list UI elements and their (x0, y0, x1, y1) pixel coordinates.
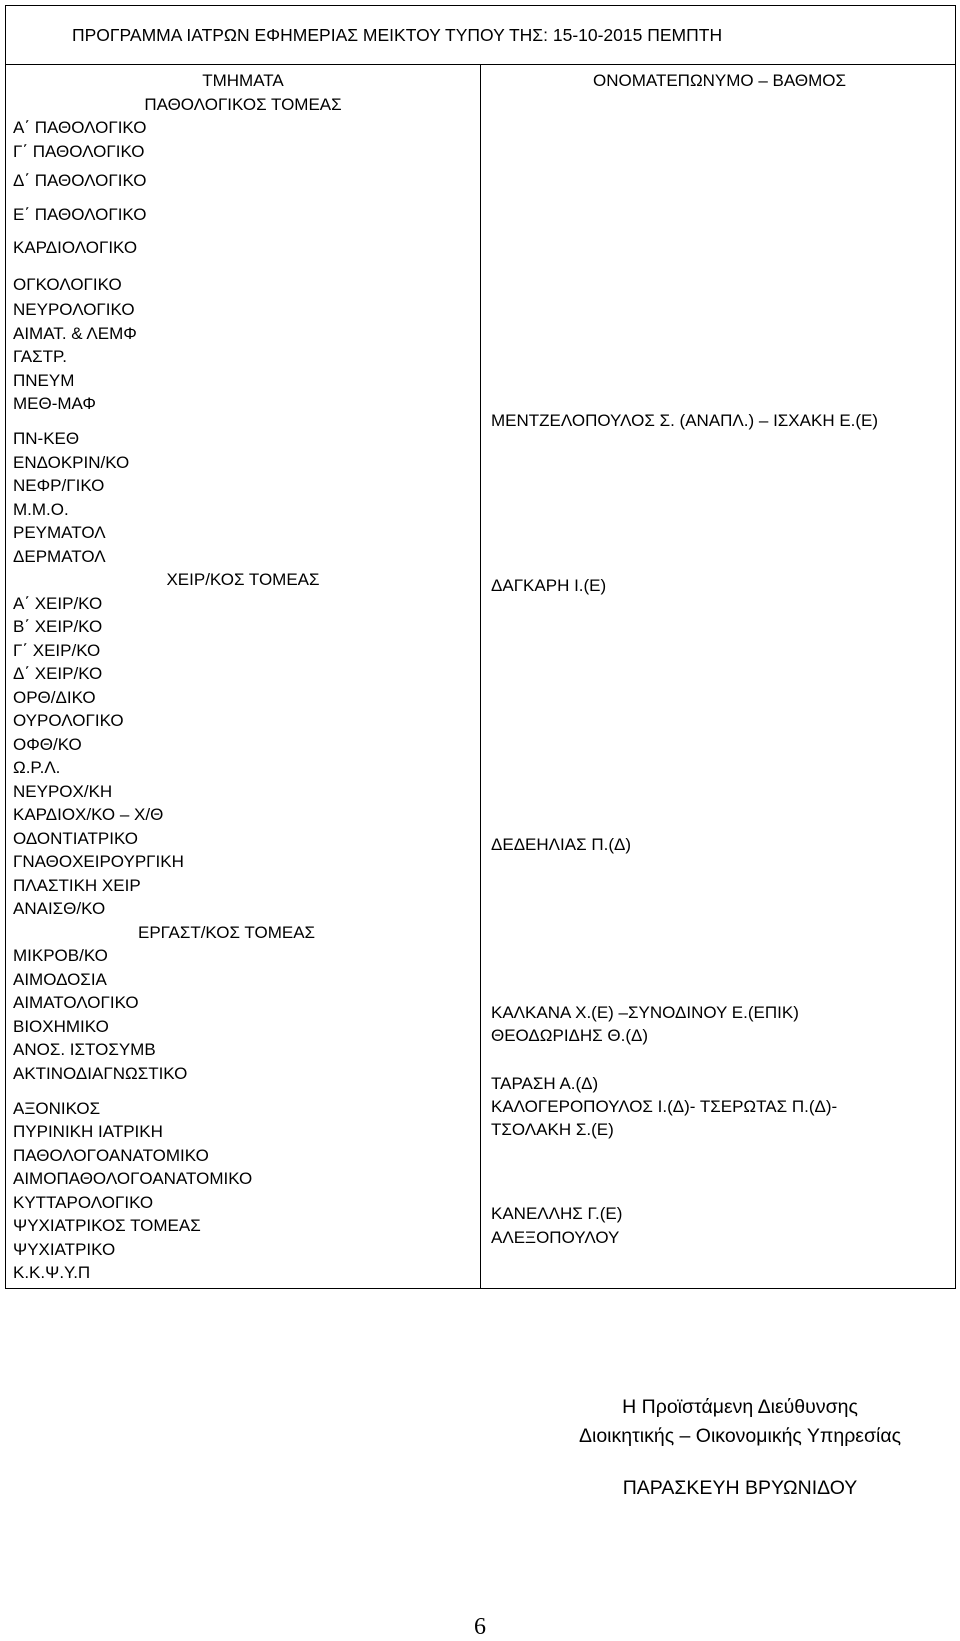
dept-dermatol: ΔΕΡΜΑΤΟΛ (13, 546, 106, 566)
dept-axonikos: ΑΞΟΝΙΚΟΣ (13, 1098, 101, 1118)
dept-ortho: ΟΡΘ/ΔΙΚΟ (13, 687, 96, 707)
dept-aimopath: ΑΙΜΟΠΑΘΟΛΟΓΟΑΝΑΤΟΜΙΚΟ (13, 1169, 253, 1188)
dept-neurologiko: ΝΕΥΡΟΛΟΓΙΚΟ (13, 300, 135, 319)
dept-aktinod: ΑΚΤΙΝΟΔΙΑΓΝΩΣΤΙΚΟ (13, 1063, 188, 1083)
dept-b-cheir: Β΄ ΧΕΙΡ/ΚΟ (13, 617, 103, 636)
spacer (491, 456, 948, 574)
page-number: 6 (474, 1614, 486, 1640)
dept-pn-keth: ΠΝ-ΚΕΘ (13, 429, 80, 448)
dept-endokrin: ΕΝΔΟΚΡΙΝ/ΚΟ (13, 452, 130, 472)
dept-kyttaro: ΚΥΤΤΑΡΟΛΟΓΙΚΟ (13, 1192, 154, 1212)
dept-kkpsy: Κ.Κ.Ψ.Υ.Π (13, 1263, 91, 1282)
names-header: ΟΝΟΜΑΤΕΠΩΝΥΜΟ – ΒΑΘΜΟΣ (592, 71, 846, 90)
dept-g-pathologiko: Γ΄ ΠΑΘΟΛΟΓΙΚΟ (13, 141, 145, 161)
dept-orl: Ω.Ρ.Λ. (13, 758, 61, 777)
doctor-aimodosia: ΚΑΛΚΑΝΑ Χ.(Ε) –ΣΥΝΟΔΙΝΟΥ Ε.(ΕΠΙΚ) (491, 1002, 799, 1022)
dept-mmo: Μ.Μ.Ο. (13, 499, 69, 519)
section-pathology: ΠΑΘΟΛΟΓΙΚΟΣ ΤΟΜΕΑΣ (144, 94, 342, 114)
spacer (491, 1048, 948, 1072)
dept-pyriniki: ΠΥΡΙΝΙΚΗ ΙΑΤΡΙΚΗ (13, 1122, 163, 1141)
dept-e-pathologiko: Ε΄ ΠΑΘΟΛΟΓΙΚΟ (13, 205, 147, 224)
dept-g-cheir: Γ΄ ΧΕΙΡ/ΚΟ (13, 640, 101, 660)
dept-kardiochir: ΚΑΡΔΙΟΧ/ΚΟ – Χ/Θ (13, 805, 164, 824)
schedule-title-cell (6, 6, 956, 65)
doctor-aktinod: ΚΑΛΟΓΕΡΟΠΟΥΛΟΣ Ι.(Δ)- ΤΣΕΡΩΤΑΣ Π.(Δ)- ΤΣΟΛΑΚΗ Σ.(Ε) (491, 1097, 838, 1139)
dept-ourologiko: ΟΥΡΟΛΟΓΙΚΟ (13, 711, 124, 730)
dept-ofth: ΟΦΘ/ΚΟ (13, 734, 82, 754)
spacer (491, 1142, 948, 1202)
dept-a-pathologiko: Α΄ ΠΑΘΟΛΟΓΙΚΟ (13, 118, 147, 137)
left-column (6, 65, 481, 1289)
dept-gastr: ΓΑΣΤΡ. (13, 347, 67, 366)
signature-block (540, 1393, 940, 1503)
doctor-aimopath: ΚΑΝΕΛΛΗΣ Γ.(Ε) (491, 1204, 623, 1223)
right-column (481, 65, 956, 1289)
signature-title-line2: Διοικητικής – Οικονομικής Υπηρεσίας (578, 1425, 902, 1447)
section-surgery: ΧΕΙΡ/ΚΟΣ ΤΟΜΕΑΣ (166, 570, 320, 589)
dept-anos: ΑΝΟΣ. ΙΣΤΟΣΥΜΒ (13, 1040, 156, 1059)
spacer (491, 93, 948, 409)
dept-neyrochir: ΝΕΥΡΟΧ/ΚΗ (13, 781, 113, 801)
dept-gnathocheir: ΓΝΑΘΟΧΕΙΡΟΥΡΓΙΚΗ (13, 852, 184, 871)
schedule-title: ΠΡΟΓΡΑΜΜΑ ΙΑΤΡΩΝ ΕΦΗΜΕΡΙΑΣ ΜΕΙΚΤΟΥ ΤΥΠΟΥ ΤΗΣ: 15-10-2015 ΠΕΜΠΤΗ (72, 24, 723, 45)
doctor-meth-maf: ΜΕΝΤΖΕΛΟΠΟΥΛΟΣ Σ. (ΑΝΑΠΛ.) – ΙΣΧΑΚΗ Ε.(Ε) (491, 410, 879, 430)
doctor-aimatologiko: ΘΕΟΔΩΡΙΔΗΣ Θ.(Δ) (491, 1026, 649, 1045)
dept-psychiatriko: ΨΥΧΙΑΤΡΙΚΟ (13, 1239, 116, 1259)
doctor-dermatol: ΔΑΓΚΑΡΗ Ι.(Ε) (491, 575, 607, 595)
dept-d-pathologiko: Δ΄ ΠΑΘΟΛΟΓΙΚΟ (13, 171, 147, 190)
dept-anaisth: ΑΝΑΙΣΘ/ΚΟ (13, 899, 106, 918)
dept-plastiki: ΠΛΑΣΤΙΚΗ ΧΕΙΡ (13, 875, 141, 895)
dept-nefr: ΝΕΦΡ/ΓΙΚΟ (13, 476, 105, 495)
dept-psych-tomeas: ΨΥΧΙΑΤΡΙΚΟΣ ΤΟΜΕΑΣ (13, 1216, 201, 1235)
doctor-kyttaro: ΑΛΕΞΟΠΟΥΛΟΥ (491, 1227, 620, 1247)
dept-pathologoanat: ΠΑΘΟΛΟΓΟΑΝΑΤΟΜΙΚΟ (13, 1145, 209, 1165)
dept-meth-maf: ΜΕΘ-ΜΑΦ (13, 394, 96, 413)
signature-title-line1: Η Προϊστάμενη Διεύθυνσης (622, 1396, 858, 1418)
doctor-anos: ΤΑΡΑΣΗ Α.(Δ) (491, 1073, 599, 1093)
dept-a-cheir: Α΄ ΧΕΙΡ/ΚΟ (13, 593, 103, 613)
dept-kardiologiko: ΚΑΡΔΙΟΛΟΓΙΚΟ (13, 238, 138, 257)
dept-aimatologiko: ΑΙΜΑΤΟΛΟΓΙΚΟ (13, 993, 139, 1012)
dept-odontiatriko: ΟΔΟΝΤΙΑΤΡΙΚΟ (13, 828, 139, 848)
doctor-kardiochir: ΔΕΔΕΗΛΙΑΣ Π.(Δ) (491, 835, 631, 854)
dept-reymatol: ΡΕΥΜΑΤΟΛ (13, 523, 106, 542)
dept-d-cheir: Δ΄ ΧΕΙΡ/ΚΟ (13, 664, 103, 683)
dept-pneym: ΠΝΕΥΜ (13, 370, 75, 390)
departments-header: ΤΜΗΜΑΤΑ (202, 71, 284, 90)
dept-biochimiko: ΒΙΟΧΗΜΙΚΟ (13, 1016, 109, 1036)
signature-name: ΠΑΡΑΣΚΕΥΗ ΒΡΥΩΝΙΔΟΥ (622, 1477, 858, 1499)
section-lab: ΕΡΓΑΣΤ/ΚΟΣ ΤΟΜΕΑΣ (138, 922, 316, 942)
dept-aimodosia: ΑΙΜΟΔΟΣΙΑ (13, 969, 107, 989)
spacer (491, 597, 948, 833)
spacer (491, 857, 948, 1001)
dept-mikrob: ΜΙΚΡΟΒ/ΚΟ (13, 946, 108, 965)
duty-schedule-table (5, 5, 956, 1289)
dept-ogkologiko: ΟΓΚΟΛΟΓΙΚΟ (13, 275, 122, 294)
dept-aimat-lemf: ΑΙΜΑΤ. & ΛΕΜΦ (13, 323, 137, 343)
